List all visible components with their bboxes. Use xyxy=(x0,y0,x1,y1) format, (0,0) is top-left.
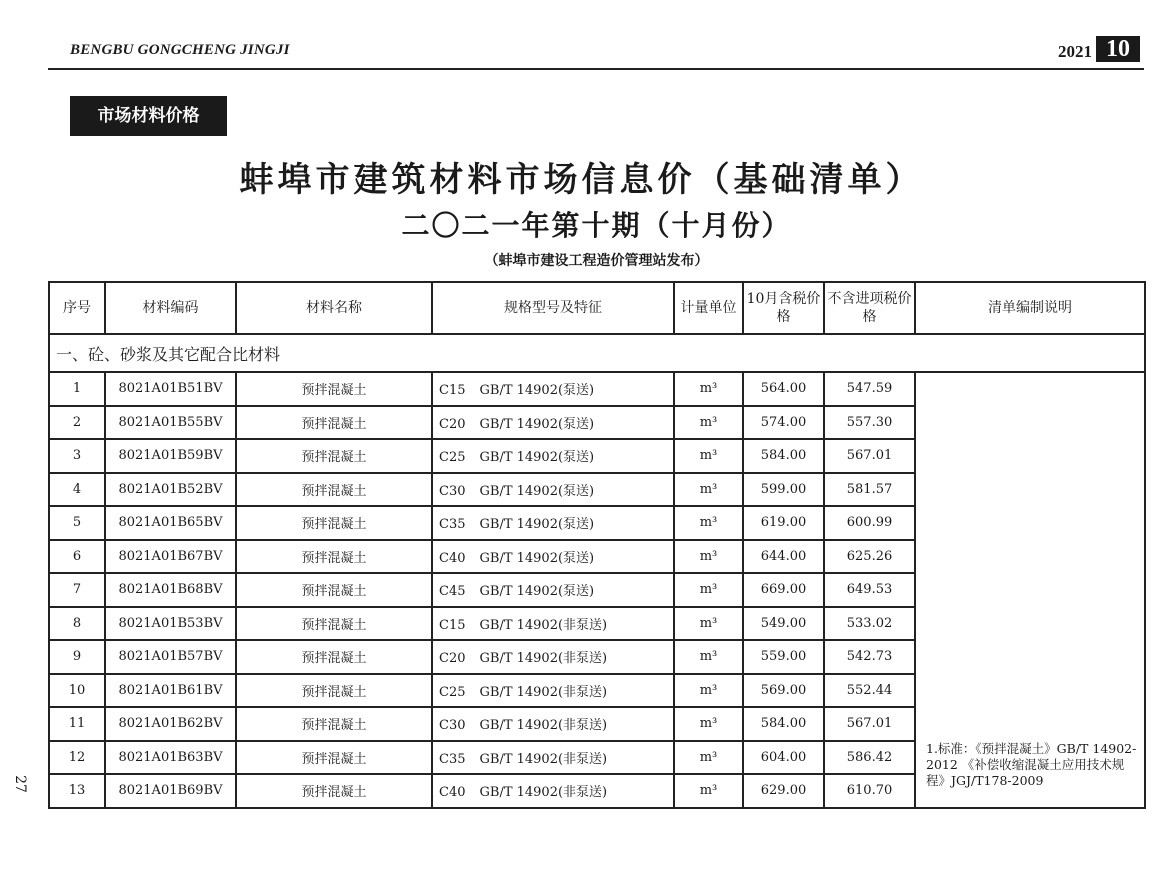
cell-price-tax: 584.00 xyxy=(743,707,824,741)
cell-grade: C20 xyxy=(439,651,466,667)
price-table xyxy=(48,281,1146,809)
cell-code: 8021A01B53BV xyxy=(105,607,236,641)
cell-standard: GB/T 14902(泵送) xyxy=(479,483,595,499)
cell-price-tax: 584.00 xyxy=(743,439,824,473)
cell-code: 8021A01B65BV xyxy=(105,506,236,540)
cell-no: 8 xyxy=(49,607,105,641)
category-label: 一、砼、砂浆及其它配合比材料 xyxy=(49,334,1145,372)
cell-name: 预拌混凝土 xyxy=(236,674,432,708)
cell-unit: m³ xyxy=(674,607,743,641)
cell-name: 预拌混凝土 xyxy=(236,540,432,574)
cell-no: 9 xyxy=(49,640,105,674)
publisher-line: （蚌埠市建设工程造价管理站发布） xyxy=(484,253,709,269)
cell-price-tax: 549.00 xyxy=(743,607,824,641)
cell-standard: GB/T 14902(非泵送) xyxy=(479,751,608,767)
cell-code: 8021A01B69BV xyxy=(105,774,236,808)
cell-price-tax: 604.00 xyxy=(743,741,824,775)
cell-no: 13 xyxy=(49,774,105,808)
cell-name: 预拌混凝土 xyxy=(236,640,432,674)
cell-code: 8021A01B61BV xyxy=(105,674,236,708)
cell-grade: C20 xyxy=(439,416,466,432)
cell-no: 5 xyxy=(49,506,105,540)
cell-price-net: 533.02 xyxy=(824,607,915,641)
column-header-unit: 计量单位 xyxy=(674,282,743,334)
cell-no: 10 xyxy=(49,674,105,708)
cell-standard: GB/T 14902(非泵送) xyxy=(479,718,608,734)
cell-price-tax: 669.00 xyxy=(743,573,824,607)
cell-name: 预拌混凝土 xyxy=(236,707,432,741)
cell-grade: C25 xyxy=(439,684,466,700)
cell-price-net: 600.99 xyxy=(824,506,915,540)
cell-grade: C45 xyxy=(439,584,466,600)
cell-standard: GB/T 14902(非泵送) xyxy=(479,785,608,801)
cell-unit: m³ xyxy=(674,674,743,708)
page-number: 27 xyxy=(12,775,28,793)
cell-grade: C40 xyxy=(439,785,466,801)
cell-unit: m³ xyxy=(674,741,743,775)
cell-price-net: 567.01 xyxy=(824,439,915,473)
cell-spec xyxy=(432,372,674,406)
cell-name: 预拌混凝土 xyxy=(236,406,432,440)
cell-spec xyxy=(432,540,674,574)
column-header-no: 序号 xyxy=(49,282,105,334)
cell-unit: m³ xyxy=(674,774,743,808)
cell-price-tax: 619.00 xyxy=(743,506,824,540)
cell-spec xyxy=(432,707,674,741)
cell-unit: m³ xyxy=(674,506,743,540)
cell-unit: m³ xyxy=(674,707,743,741)
cell-code: 8021A01B52BV xyxy=(105,473,236,507)
cell-standard: GB/T 14902(非泵送) xyxy=(479,617,608,633)
cell-price-net: 649.53 xyxy=(824,573,915,607)
cell-name: 预拌混凝土 xyxy=(236,473,432,507)
cell-name: 预拌混凝土 xyxy=(236,506,432,540)
cell-spec xyxy=(432,406,674,440)
cell-price-tax: 564.00 xyxy=(743,372,824,406)
cell-code: 8021A01B51BV xyxy=(105,372,236,406)
cell-grade: C35 xyxy=(439,517,466,533)
cell-unit: m³ xyxy=(674,406,743,440)
cell-price-tax: 574.00 xyxy=(743,406,824,440)
cell-unit: m³ xyxy=(674,573,743,607)
cell-standard: GB/T 14902(非泵送) xyxy=(479,651,608,667)
cell-price-net: 586.42 xyxy=(824,741,915,775)
cell-name: 预拌混凝土 xyxy=(236,741,432,775)
cell-price-net: 581.57 xyxy=(824,473,915,507)
cell-price-net: 557.30 xyxy=(824,406,915,440)
cell-unit: m³ xyxy=(674,540,743,574)
page-subtitle: 二〇二一年第十期（十月份） xyxy=(401,209,792,242)
issue-year: 2021 xyxy=(1058,42,1092,61)
category-row xyxy=(49,334,1145,372)
cell-price-tax: 569.00 xyxy=(743,674,824,708)
cell-grade: C40 xyxy=(439,550,466,566)
cell-name: 预拌混凝土 xyxy=(236,439,432,473)
running-header xyxy=(48,36,1144,70)
cell-no: 6 xyxy=(49,540,105,574)
cell-spec xyxy=(432,774,674,808)
cell-no: 1 xyxy=(49,372,105,406)
cell-unit: m³ xyxy=(674,640,743,674)
cell-name: 预拌混凝土 xyxy=(236,774,432,808)
cell-no: 12 xyxy=(49,741,105,775)
cell-price-net: 547.59 xyxy=(824,372,915,406)
cell-code: 8021A01B62BV xyxy=(105,707,236,741)
section-tag: 市场材料价格 xyxy=(70,96,227,136)
cell-code: 8021A01B57BV xyxy=(105,640,236,674)
cell-grade: C30 xyxy=(439,483,466,499)
cell-no: 2 xyxy=(49,406,105,440)
cell-code: 8021A01B59BV xyxy=(105,439,236,473)
cell-price-net: 625.26 xyxy=(824,540,915,574)
cell-grade: C35 xyxy=(439,751,466,767)
cell-grade: C15 xyxy=(439,617,466,633)
cell-price-tax: 629.00 xyxy=(743,774,824,808)
cell-price-tax: 599.00 xyxy=(743,473,824,507)
column-header-spec: 规格型号及特征 xyxy=(432,282,674,334)
column-header-price-net: 不含进项税价格 xyxy=(824,282,915,334)
cell-standard: GB/T 14902(泵送) xyxy=(479,416,595,432)
cell-name: 预拌混凝土 xyxy=(236,573,432,607)
notes-cell: 1.标准：《预拌混凝土》GB/T 14902-2012 《补偿收缩混凝土应用技术规程》JGJ/T178-2009 xyxy=(915,372,1145,808)
cell-code: 8021A01B67BV xyxy=(105,540,236,574)
cell-code: 8021A01B55BV xyxy=(105,406,236,440)
column-header-note: 清单编制说明 xyxy=(915,282,1145,334)
cell-grade: C15 xyxy=(439,383,466,399)
cell-spec xyxy=(432,607,674,641)
cell-name: 预拌混凝土 xyxy=(236,607,432,641)
cell-spec xyxy=(432,573,674,607)
cell-spec xyxy=(432,473,674,507)
cell-standard: GB/T 14902(非泵送) xyxy=(479,684,608,700)
cell-unit: m³ xyxy=(674,439,743,473)
cell-standard: GB/T 14902(泵送) xyxy=(479,517,595,533)
column-header-code: 材料编码 xyxy=(105,282,236,334)
cell-price-tax: 644.00 xyxy=(743,540,824,574)
cell-standard: GB/T 14902(泵送) xyxy=(479,550,595,566)
cell-grade: C30 xyxy=(439,718,466,734)
cell-standard: GB/T 14902(泵送) xyxy=(479,383,595,399)
table-row xyxy=(49,372,1145,406)
cell-grade: C25 xyxy=(439,450,466,466)
cell-standard: GB/T 14902(泵送) xyxy=(479,584,595,600)
issue-number: 10 xyxy=(1096,36,1140,62)
cell-no: 3 xyxy=(49,439,105,473)
cell-name: 预拌混凝土 xyxy=(236,372,432,406)
journal-name: BENGBU GONGCHENG JINGJI xyxy=(70,42,290,58)
column-header-name: 材料名称 xyxy=(236,282,432,334)
cell-price-tax: 559.00 xyxy=(743,640,824,674)
cell-spec xyxy=(432,640,674,674)
cell-unit: m³ xyxy=(674,372,743,406)
cell-price-net: 610.70 xyxy=(824,774,915,808)
cell-spec xyxy=(432,506,674,540)
cell-no: 11 xyxy=(49,707,105,741)
cell-code: 8021A01B63BV xyxy=(105,741,236,775)
cell-spec xyxy=(432,439,674,473)
cell-no: 4 xyxy=(49,473,105,507)
cell-code: 8021A01B68BV xyxy=(105,573,236,607)
cell-spec xyxy=(432,674,674,708)
cell-price-net: 567.01 xyxy=(824,707,915,741)
column-header-price-tax: 10月含税价格 xyxy=(743,282,824,334)
table-header-row xyxy=(49,282,1145,334)
cell-price-net: 552.44 xyxy=(824,674,915,708)
cell-price-net: 542.73 xyxy=(824,640,915,674)
cell-standard: GB/T 14902(泵送) xyxy=(479,450,595,466)
page-title: 蚌埠市建筑材料市场信息价（基础清单） xyxy=(239,160,924,200)
cell-unit: m³ xyxy=(674,473,743,507)
cell-spec xyxy=(432,741,674,775)
cell-no: 7 xyxy=(49,573,105,607)
